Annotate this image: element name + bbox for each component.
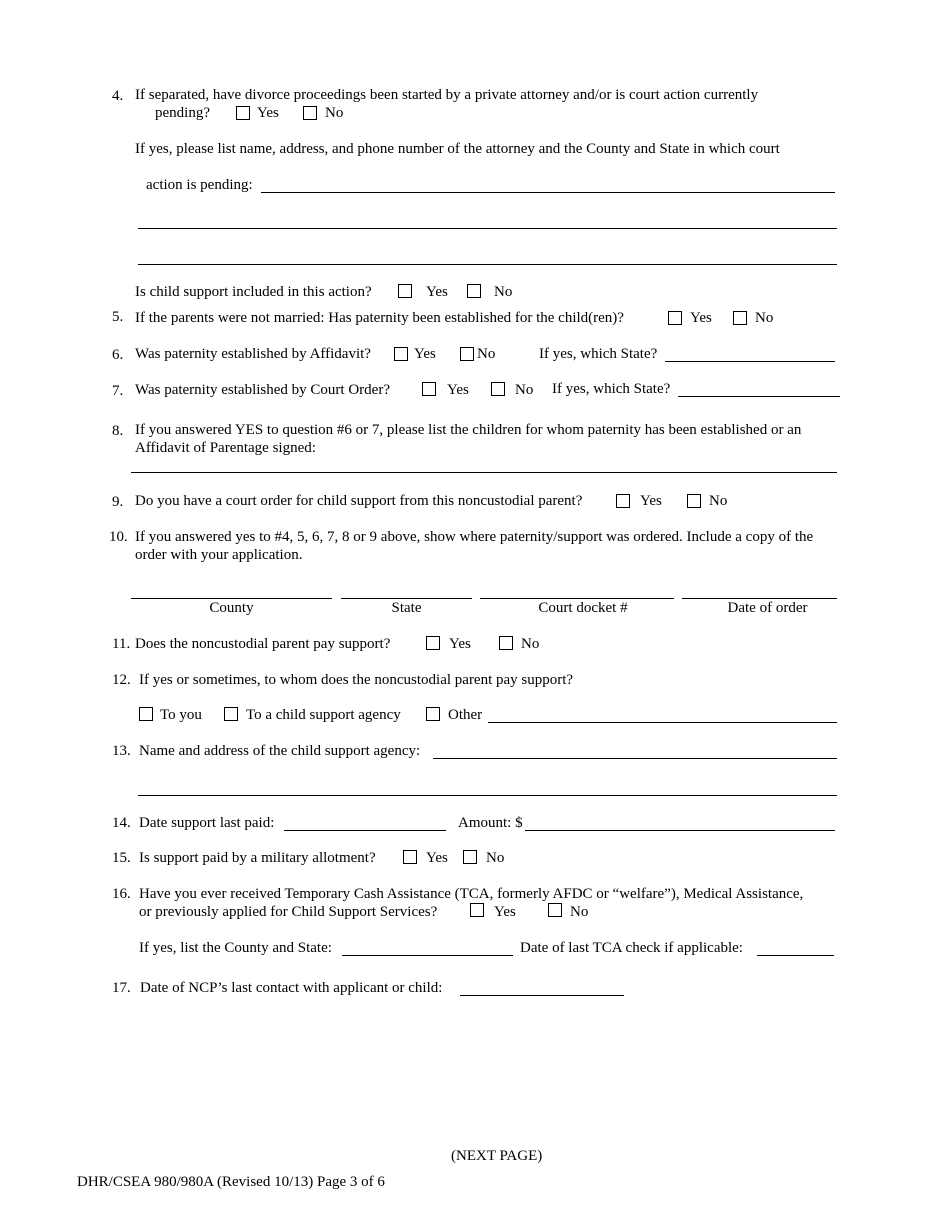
q13-agency-field[interactable] — [433, 758, 837, 759]
q16-text-line1: Have you ever received Temporary Cash Assistance (TCA, formerly AFDC or “welfare”), Medical Assistance, — [139, 886, 804, 902]
q4-cs-no-label: No — [494, 284, 513, 300]
q10-county-field[interactable] — [131, 598, 332, 599]
q13-agency-field-line2[interactable] — [138, 795, 837, 796]
q15-number: 15. — [112, 850, 131, 866]
q16-tca-label: Date of last TCA check if applicable: — [520, 940, 743, 956]
q9-yes-label: Yes — [640, 493, 662, 509]
q12-other-checkbox[interactable] — [426, 707, 440, 721]
q11-number: 11. — [112, 636, 131, 652]
q8-number: 8. — [112, 423, 124, 439]
q8-children-field[interactable] — [131, 472, 837, 473]
q7-yes-label: Yes — [447, 382, 469, 398]
q4-yes-label: Yes — [257, 105, 279, 121]
q6-state-field[interactable] — [665, 361, 835, 362]
q4-pending-field-line3[interactable] — [138, 264, 837, 265]
q7-state-field[interactable] — [678, 396, 840, 397]
q16-county-field[interactable] — [342, 955, 513, 956]
q8-text-line1: If you answered YES to question #6 or 7, please list the children for whom paternity has been established or an — [135, 422, 802, 438]
q14-amount-field[interactable] — [525, 830, 835, 831]
q16-text-line2: or previously applied for Child Support Services? — [139, 904, 438, 920]
q14-amount-label: Amount: $ — [458, 815, 523, 831]
q9-yes-checkbox[interactable] — [616, 494, 630, 508]
q12-other-label: Other — [448, 707, 483, 723]
q15-no-label: No — [486, 850, 505, 866]
q14-date-field[interactable] — [284, 830, 446, 831]
q7-no-checkbox[interactable] — [491, 382, 505, 396]
q6-state-label: If yes, which State? — [539, 346, 658, 362]
q5-no-checkbox[interactable] — [733, 311, 747, 325]
next-page-note: (NEXT PAGE) — [451, 1148, 543, 1164]
q12-to-you-label: To you — [160, 707, 202, 723]
q4-no-checkbox[interactable] — [303, 106, 317, 120]
q4-yes-checkbox[interactable] — [236, 106, 250, 120]
q10-county-caption: County — [209, 600, 254, 616]
q7-state-label: If yes, which State? — [552, 381, 671, 397]
q4-pending-field[interactable] — [261, 192, 835, 193]
form-footer: DHR/CSEA 980/980A (Revised 10/13) Page 3 of 6 — [77, 1174, 385, 1190]
q13-text: Name and address of the child support agency: — [139, 743, 421, 759]
q6-number: 6. — [112, 347, 124, 363]
q13-number: 13. — [112, 743, 131, 759]
q6-yes-label: Yes — [414, 346, 436, 362]
q14-number: 14. — [112, 815, 131, 831]
q9-no-checkbox[interactable] — [687, 494, 701, 508]
q12-other-field[interactable] — [488, 722, 837, 723]
q16-tca-date-field[interactable] — [757, 955, 834, 956]
q4-child-support-question: Is child support included in this action? — [135, 284, 372, 300]
q7-no-label: No — [515, 382, 534, 398]
q16-county-label: If yes, list the County and State: — [139, 940, 332, 956]
q12-agency-checkbox[interactable] — [224, 707, 238, 721]
q16-no-checkbox[interactable] — [548, 903, 562, 917]
q7-number: 7. — [112, 383, 124, 399]
q16-number: 16. — [112, 886, 131, 902]
q6-no-label: No — [477, 346, 496, 362]
q10-text-line2: order with your application. — [135, 547, 303, 563]
q15-yes-checkbox[interactable] — [403, 850, 417, 864]
q10-docket-caption: Court docket # — [538, 600, 628, 616]
q15-text: Is support paid by a military allotment? — [139, 850, 376, 866]
q5-yes-checkbox[interactable] — [668, 311, 682, 325]
q14-text: Date support last paid: — [139, 815, 275, 831]
q4-pending-label: action is pending: — [146, 177, 253, 193]
q5-no-label: No — [755, 310, 774, 326]
q17-date-field[interactable] — [460, 995, 624, 996]
q9-no-label: No — [709, 493, 728, 509]
q16-yes-label: Yes — [494, 904, 516, 920]
q8-text-line2: Affidavit of Parentage signed: — [135, 440, 316, 456]
q10-date-caption: Date of order — [727, 600, 808, 616]
q12-to-you-checkbox[interactable] — [139, 707, 153, 721]
q7-text: Was paternity established by Court Order? — [135, 382, 390, 398]
q11-text: Does the noncustodial parent pay support? — [135, 636, 391, 652]
q4-cs-yes-checkbox[interactable] — [398, 284, 412, 298]
q11-no-checkbox[interactable] — [499, 636, 513, 650]
q9-number: 9. — [112, 494, 124, 510]
q11-yes-checkbox[interactable] — [426, 636, 440, 650]
q6-yes-checkbox[interactable] — [394, 347, 408, 361]
q10-state-field[interactable] — [341, 598, 472, 599]
q7-yes-checkbox[interactable] — [422, 382, 436, 396]
q15-yes-label: Yes — [426, 850, 448, 866]
q16-no-label: No — [570, 904, 589, 920]
q4-cs-no-checkbox[interactable] — [467, 284, 481, 298]
q9-text: Do you have a court order for child support from this noncustodial parent? — [135, 493, 583, 509]
q4-number: 4. — [112, 88, 124, 104]
q15-no-checkbox[interactable] — [463, 850, 477, 864]
q5-yes-label: Yes — [690, 310, 712, 326]
q10-state-caption: State — [391, 600, 422, 616]
q11-no-label: No — [521, 636, 540, 652]
q4-no-label: No — [325, 105, 344, 121]
q17-number: 17. — [112, 980, 131, 996]
q4-followup-text: If yes, please list name, address, and phone number of the attorney and the County and State in which court — [135, 141, 780, 157]
q6-text: Was paternity established by Affidavit? — [135, 346, 371, 362]
q11-yes-label: Yes — [449, 636, 471, 652]
q5-number: 5. — [112, 309, 124, 325]
q17-text: Date of NCP’s last contact with applicant or child: — [140, 980, 443, 996]
q10-number: 10. — [109, 529, 128, 545]
q10-text-line1: If you answered yes to #4, 5, 6, 7, 8 or 9 above, show where paternity/support was ordered. Include a copy of the — [135, 529, 814, 545]
q16-yes-checkbox[interactable] — [470, 903, 484, 917]
q10-date-field[interactable] — [682, 598, 837, 599]
q4-pending-field-line2[interactable] — [138, 228, 837, 229]
q5-text: If the parents were not married: Has paternity been established for the child(ren)? — [135, 310, 624, 326]
q4-text-line2: pending? — [155, 105, 210, 121]
q10-docket-field[interactable] — [480, 598, 674, 599]
q4-cs-yes-label: Yes — [426, 284, 448, 300]
q12-number: 12. — [112, 672, 131, 688]
q4-text-line1: If separated, have divorce proceedings been started by a private attorney and/or is court action currently — [135, 87, 759, 103]
q12-agency-label: To a child support agency — [246, 707, 401, 723]
q12-text: If yes or sometimes, to whom does the noncustodial parent pay support? — [139, 672, 574, 688]
q6-no-checkbox[interactable] — [460, 347, 474, 361]
